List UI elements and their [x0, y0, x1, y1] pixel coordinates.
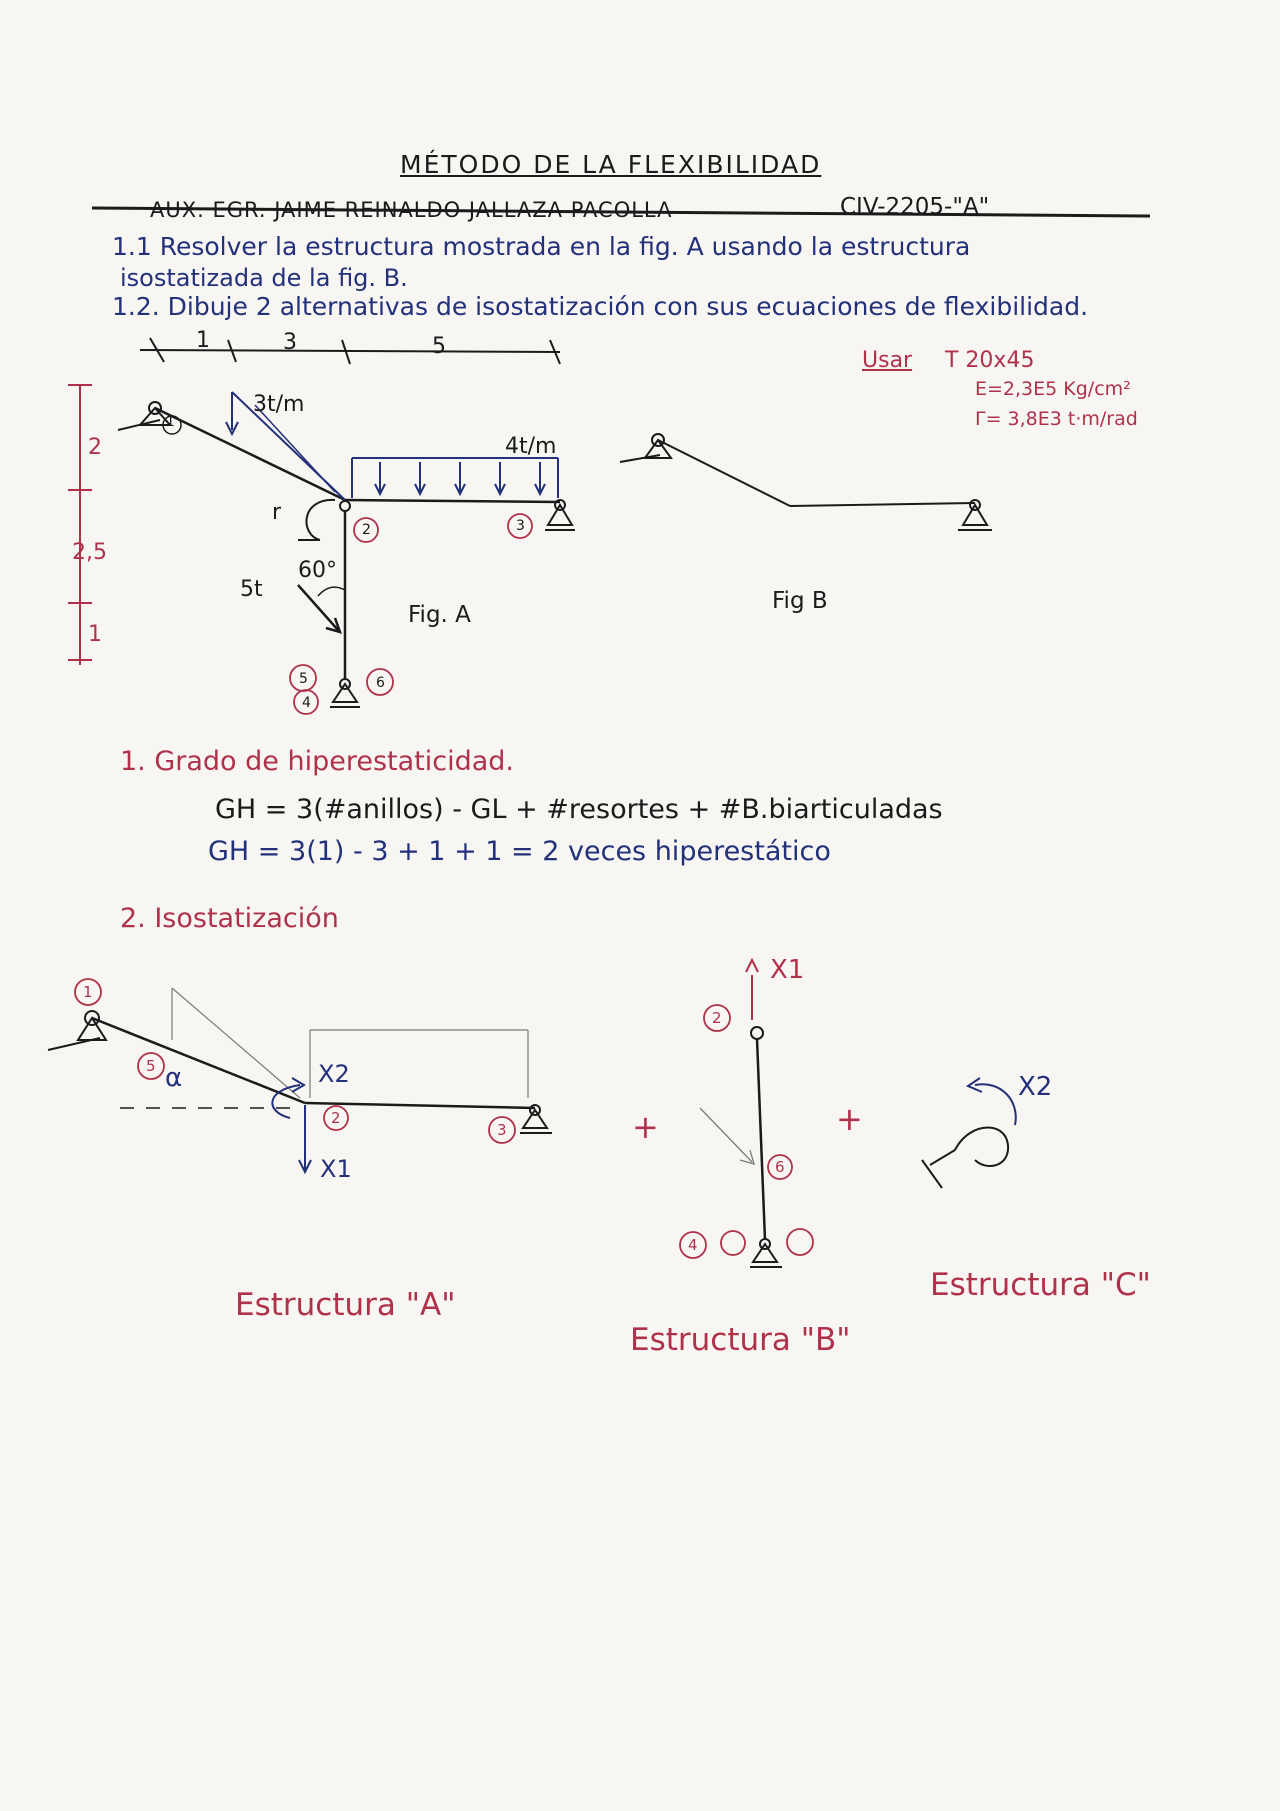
dim-5: 5: [432, 334, 446, 359]
structure-a-drawing: [48, 988, 552, 1172]
dim-2-5: 2,5: [72, 540, 107, 565]
dim-1-vertical: 1: [88, 622, 102, 647]
course-code: CIV-2205-"A": [840, 194, 990, 220]
spring-stiffness: Γ= 3,8E3 t·m/rad: [975, 408, 1138, 430]
section-1-heading: 1. Grado de hiperestaticidad.: [120, 746, 515, 777]
dim-2: 2: [88, 435, 102, 460]
node-4-label: 4: [302, 695, 311, 711]
struct-a-node-2: 2: [331, 1109, 341, 1127]
inclined-load-label: 3t/m: [253, 392, 305, 417]
plus-sign-1: +: [632, 1108, 659, 1146]
structure-c-label: Estructura "C": [930, 1267, 1151, 1303]
struct-b-node-4: 4: [688, 1236, 698, 1254]
redundant-x1-label: X1: [320, 1155, 352, 1183]
struct-a-node-5: 5: [146, 1057, 156, 1075]
author-line: AUX. EGR. JAIME REINALDO JALLAZA PACOLLA: [150, 198, 673, 222]
struct-a-node-3: 3: [497, 1121, 507, 1139]
dim-3: 3: [283, 330, 297, 355]
horizontal-load-label: 4t/m: [505, 434, 557, 459]
figure-a-drawing: [68, 338, 575, 707]
node-3-label: 3: [516, 518, 525, 534]
problem-1-1-line2: isostatizada de la fig. B.: [120, 264, 408, 292]
struct-b-x1-label: X1: [770, 955, 805, 985]
hyperstatic-result: GH = 3(1) - 3 + 1 + 1 = 2 veces hiperestático: [208, 836, 831, 867]
figure-b-drawing: [620, 434, 992, 530]
elastic-modulus: E=2,3E5 Kg/cm²: [975, 378, 1131, 400]
point-load-label: 5t: [240, 577, 263, 602]
usar-label: Usar: [862, 348, 913, 373]
node-6-label: 6: [376, 675, 385, 691]
redundant-x2-label: X2: [318, 1060, 350, 1088]
alpha-label: α: [165, 1063, 183, 1093]
structure-c-drawing: [922, 1078, 1016, 1188]
struct-c-x2-label: X2: [1018, 1072, 1053, 1102]
spring-label: r: [272, 500, 282, 525]
node-2-label: 2: [362, 522, 371, 538]
angle-label: 60°: [298, 558, 337, 583]
section-dimensions: T 20x45: [945, 348, 1035, 373]
node-1-label: 1: [166, 414, 175, 430]
structure-a-label: Estructura "A": [235, 1287, 456, 1323]
header-rule: [92, 208, 1150, 216]
figure-b-caption: Fig B: [772, 588, 828, 614]
figure-a-caption: Fig. A: [408, 602, 471, 628]
struct-a-node-1: 1: [83, 983, 93, 1001]
hyperstatic-formula: GH = 3(#anillos) - GL + #resortes + #B.biarticuladas: [215, 794, 943, 825]
structure-b-label: Estructura "B": [630, 1322, 851, 1358]
node-5-label: 5: [299, 671, 308, 687]
struct-b-node-2: 2: [712, 1009, 722, 1027]
struct-b-node-6: 6: [775, 1158, 785, 1176]
dim-1: 1: [196, 328, 210, 353]
plus-sign-2: +: [836, 1100, 863, 1138]
section-2-heading: 2. Isostatización: [120, 903, 339, 934]
page-title: MÉTODO DE LA FLEXIBILIDAD: [400, 150, 822, 179]
problem-1-2: 1.2. Dibuje 2 alternativas de isostatización con sus ecuaciones de flexibilidad.: [112, 292, 1089, 321]
problem-1-1-line1: 1.1 Resolver la estructura mostrada en la fig. A usando la estructura: [112, 232, 971, 261]
